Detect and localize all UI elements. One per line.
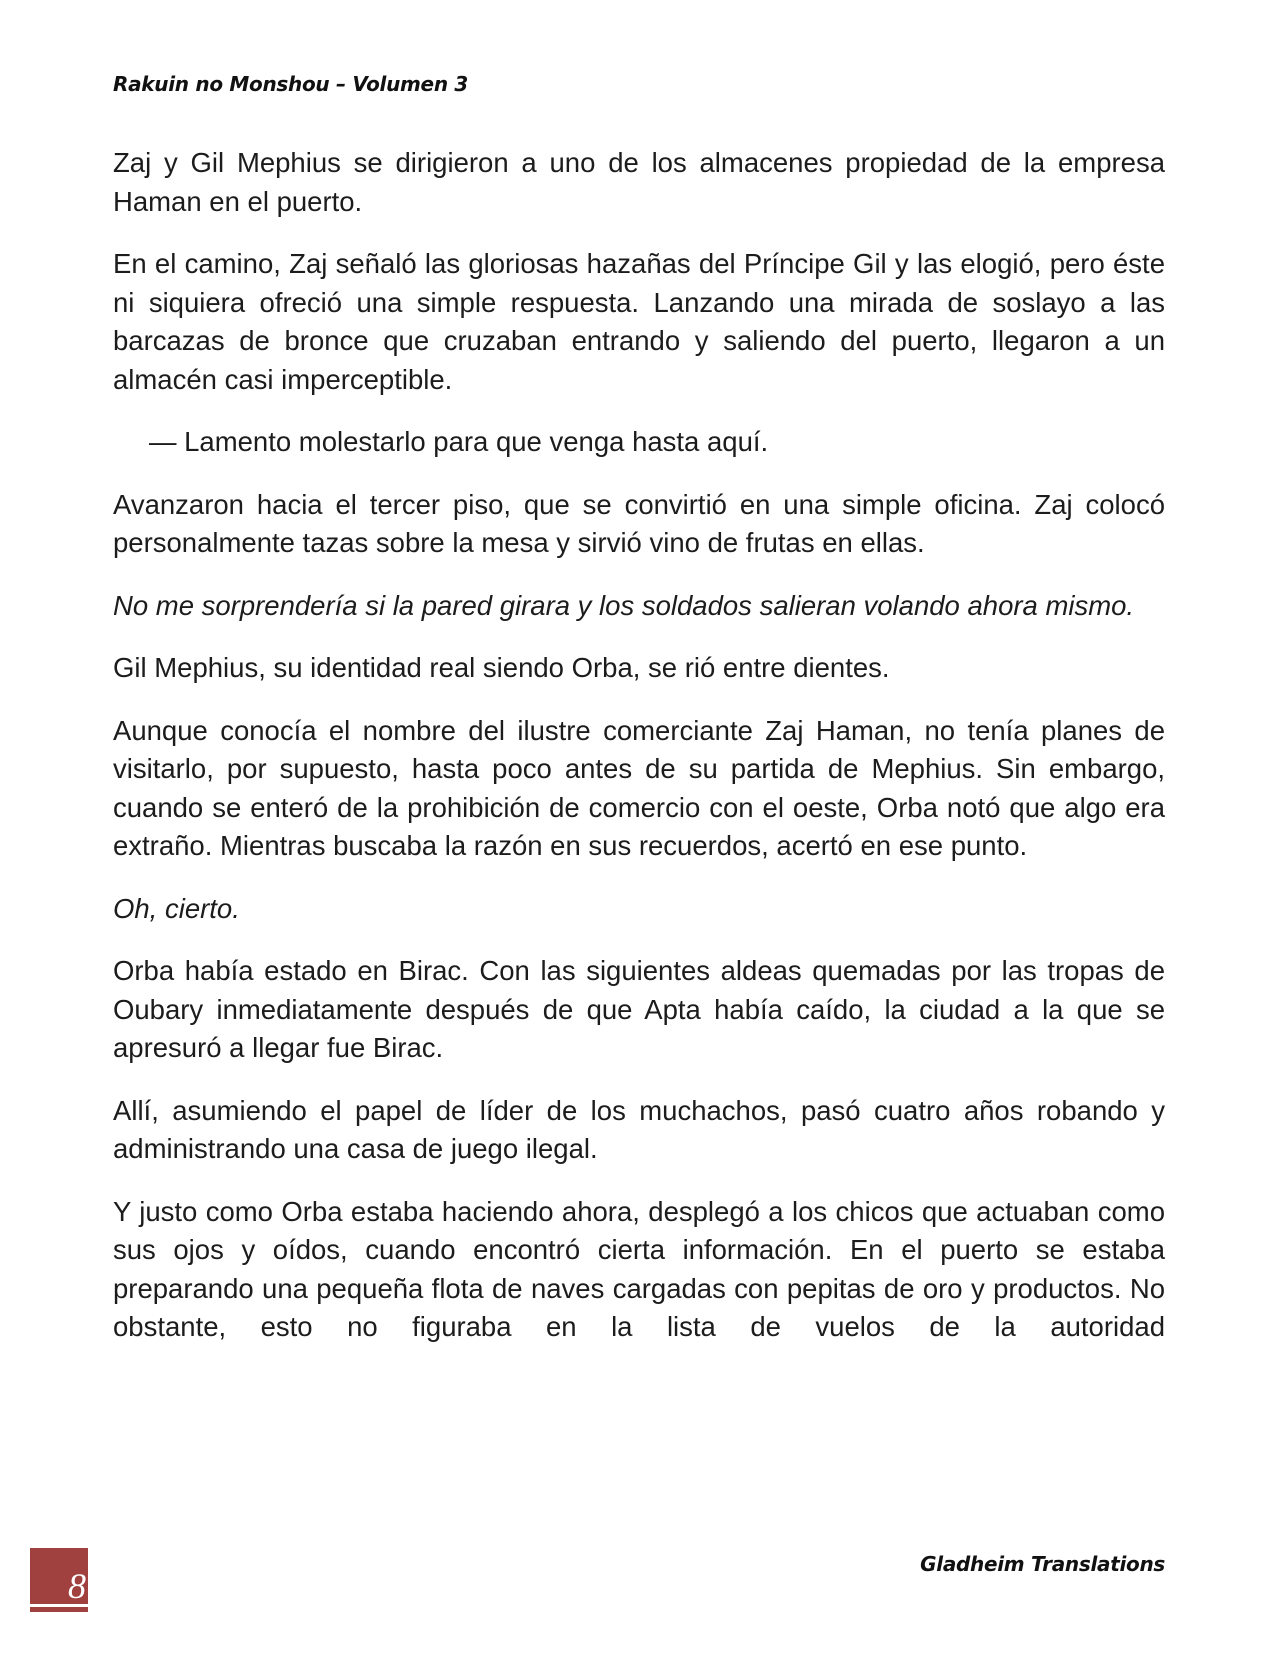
paragraph: Avanzaron hacia el tercer piso, que se convirtió en una simple oficina. Zaj colocó personalmente tazas sobre la mesa y sirvió vino de frutas en ellas. [113,488,1165,558]
paragraph: En el camino, Zaj señaló las gloriosas hazañas del Príncipe Gil y las elogió, pero éste ni siquiera ofreció una simple respuesta. Lanzando una mirada de soslayo a las barcazas de bronce que cruzaban entrando y saliendo del puerto, llegaron a un almacén casi imperceptible. [113,248,1165,395]
paragraph: Orba había estado en Birac. Con las siguientes aldeas quemadas por las tropas de Oubary inmediatamente después de que Apta había caído, la ciudad a la que se apresuró a llegar fue Birac. [113,955,1165,1063]
italic-thought: No me sorprendería si la pared girara y los soldados salieran volando ahora mismo. [113,589,1135,621]
paragraph: Zaj y Gil Mephius se dirigieron a uno de los almacenes propiedad de la empresa Haman en el puerto. [113,147,1165,217]
paragraph: Gil Mephius, su identidad real siendo Orba, se rió entre dientes. [113,652,890,683]
page-number: 8 [68,1566,86,1606]
footer-credit: Gladheim Translations [920,1552,1165,1576]
paragraph: Aunque conocía el nombre del ilustre comerciante Zaj Haman, no tenía planes de visitarlo, por supuesto, hasta poco antes de su partida de Mephius. Sin embargo, cuando se enteró de la prohibición de comercio con el oeste, Orba notó que algo era extraño. Mientras buscaba la razón en sus recuerdos, acertó en ese punto. [113,714,1165,861]
paragraph: Allí, asumiendo el papel de líder de los muchachos, pasó cuatro años robando y administrando una casa de juego ilegal. [113,1094,1165,1164]
paragraph: Y justo como Orba estaba haciendo ahora, desplegó a los chicos que actuaban como sus ojos y oídos, cuando encontró cierta información. En el puerto se estaba preparando una pequeña flota de naves cargadas con pepitas de oro y productos. No obstante, esto no figuraba en la lista de vuelos de la autoridad [113,1195,1165,1342]
italic-thought: Oh, cierto. [113,892,240,924]
dialogue-line: — Lamento molestarlo para que venga hasta aquí. [149,426,769,457]
body-text [113,144,1165,1371]
running-header: Rakuin no Monshou – Volumen 3 [113,72,469,96]
